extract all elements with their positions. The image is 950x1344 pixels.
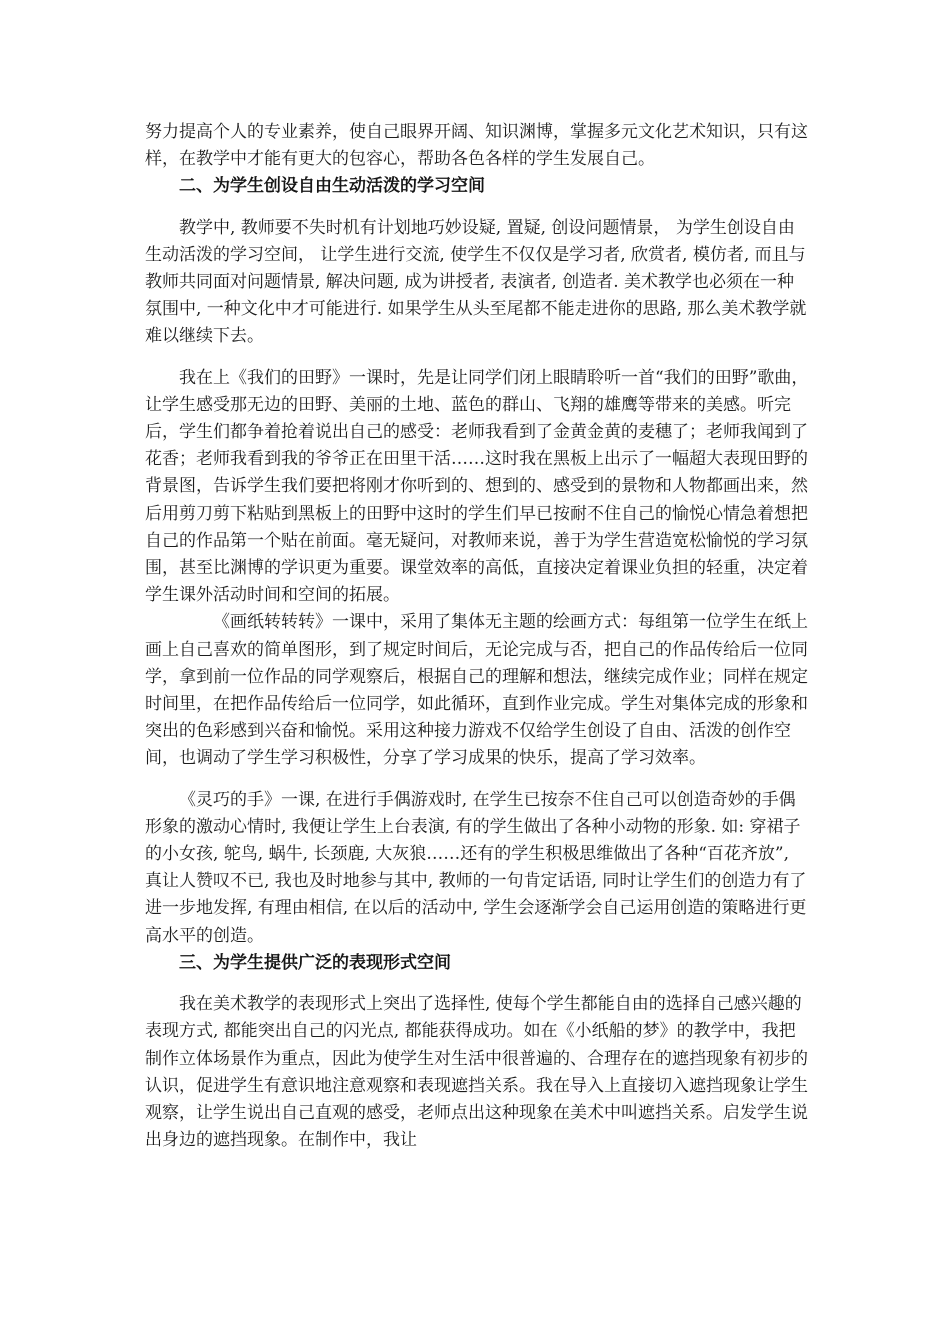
section-heading-2: 二、为学生创设自由生动活泼的学习空间 xyxy=(179,176,485,197)
paragraph-paper-rotation-lesson: 《画纸转转转》一课中，采用了集体无主题的绘画方式：每组第一位学生在纸上画上自己喜欢的简单图形，到了规定时间后，无论完成与否，把自己的作品传给后一位同学，拿到前一位作品的同学观察后，根据自己的理解和想法，继续完成作业；同样在规定时间里，在把作品传给后一位同学，如此循环，直到作业完成。学生对集体完成的形象和突出的色彩感到兴奋和愉悦。采用这种接力游戏不仅给学生创设了自由、活泼的创作空间，也调动了学生学习积极性，分享了学习成果的快乐，提高了学习效率。 xyxy=(145,612,808,769)
paragraph-clever-hands-lesson: 《灵巧的手》一课, 在进行手偶游戏时, 在学生已按奈不住自己可以创造奇妙的手偶形象的激动心情时, 我便让学生上台表演, 有的学生做出了各种小动物的形象. 如: 穿裙子的小女孩, 鸵鸟, 蜗牛, 长颈鹿, 大灰狼……还有的学生积极思维做出了各种“百花齐放”, 真让人赞叹不已, 我也及时地参与其中, 教师的一句肯定话语, 同时让学生们的创造力有了进一步地发挥, 有理由相信, 在以后的活动中, 学生会逐渐学会自己运用创造的策略进行更高水平的创造。 xyxy=(145,789,807,946)
paragraph-intro-continuation: 努力提高个人的专业素养，使自己眼界开阔、知识渊博，掌握多元文化艺术知识，只有这样，在教学中才能有更大的包容心，帮助各色各样的学生发展自己。 xyxy=(145,122,808,170)
paragraph-our-fields-lesson: 我在上《我们的田野》一课时，先是让同学们闭上眼睛聆听一首“我们的田野”歌曲，让学生感受那无边的田野、美丽的土地、蓝色的群山、飞翔的雄鹰等带来的美感。听完后，学生们都争着抢着说出自己的感受：老师我看到了金黄金黄的麦穗了；老师我闻到了花香；老师我看到我的爷爷正在田里干活……这时我在黑板上出示了一幅超大表现田野的背景图，告诉学生我们要把将刚才你听到的、想到的、感受到的景物和人物都画出来，然后用剪刀剪下粘贴到黑板上的田野中这时的学生们早已按耐不住自己的愉悦心情急着想把自己的作品第一个贴在前面。毫无疑问，对教师来说，善于为学生营造宽松愉悦的学习氛围，甚至比渊博的学识更为重要。课堂效率的高低，直接决定着课业负担的轻重，决定着学生课外活动时间和空间的拓展。 xyxy=(145,367,809,606)
section-heading-3: 三、为学生提供广泛的表现形式空间 xyxy=(179,952,451,973)
document-body xyxy=(145,119,810,1154)
paragraph-learning-space: 教学中, 教师要不失时机有计划地巧妙设疑, 置疑, 创设问题情景， 为学生创设自由生动活泼的学习空间， 让学生进行交流, 使学生不仅仅是学习者, 欣赏者, 模仿者, 而且与教师共同面对问题情景, 解决问题, 成为讲授者, 表演者, 创造者. 美术教学也必须在一种氛围中, 一种文化中才可能进行. 如果学生从头至尾都不能走进你的思路, 那么美术教学就难以继续下去。 xyxy=(145,217,807,347)
paragraph-expression-forms: 我在美术教学的表现形式上突出了选择性, 使每个学生都能自由的选择自己感兴趣的表现方式, 都能突出自己的闪光点, 都能获得成功。如在《小纸船的梦》的教学中，我把制作立体场景作为重点，因此为使学生对生活中很普遍的、合理存在的遮挡现象有初步的认识，促进学生有意识地注意观察和表现遮挡关系。我在导入上直接切入遮挡现象让学生观察，让学生说出自己直观的感受，老师点出这种现象在美术中叫遮挡关系。启发学生说出身边的遮挡现象。在制作中，我让 xyxy=(145,994,808,1151)
